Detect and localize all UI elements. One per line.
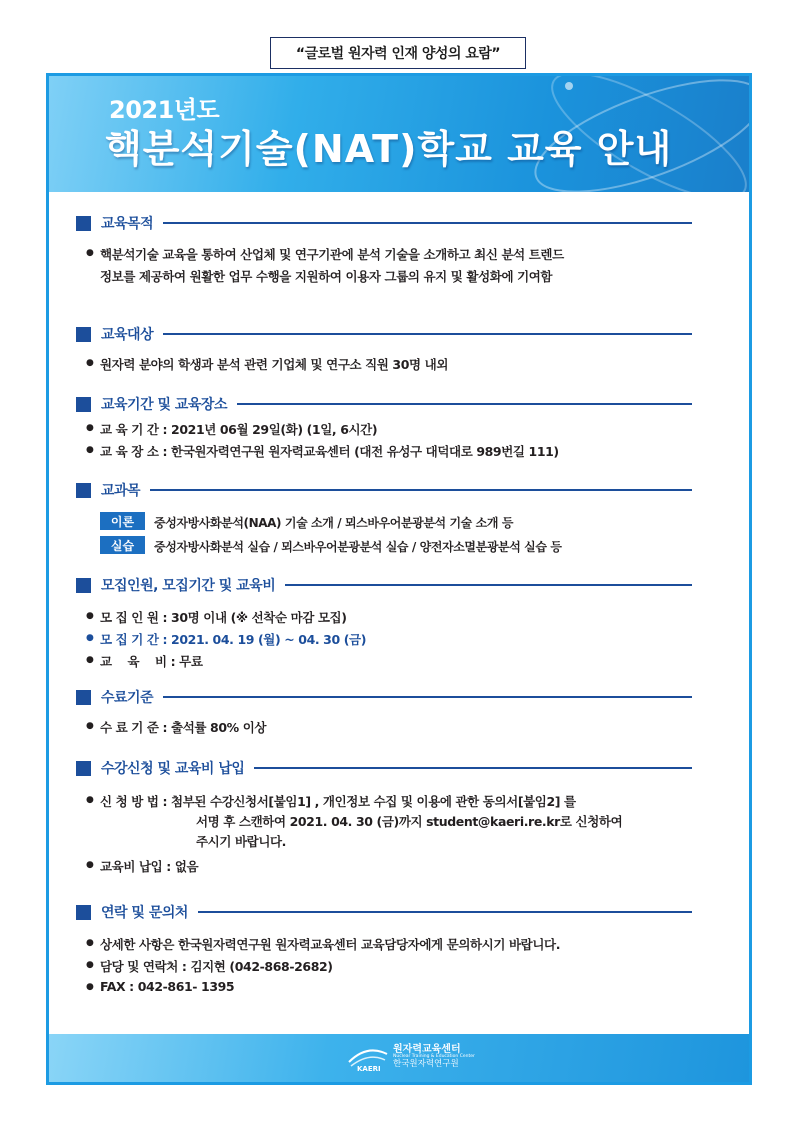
section-target bbox=[76, 324, 692, 344]
section-divider bbox=[150, 489, 692, 491]
purpose-line-2: 정보를 제공하여 원활한 업무 수행을 지원하여 이용자 그룹의 유지 및 활성화에 기여함 bbox=[100, 269, 553, 284]
contact-person: ● 담당 및 연락처 : 김지현 (042-868-2682) bbox=[100, 957, 333, 975]
section-divider bbox=[163, 222, 692, 224]
section-contact bbox=[76, 902, 692, 922]
banner-year: 2021년도 bbox=[109, 96, 220, 124]
kaeri-logo bbox=[347, 1042, 475, 1072]
theory-tag: 이론 bbox=[100, 512, 145, 530]
recruit-count: ● 모 집 인 원 : 30명 이내 (※ 선착순 마감 모집) bbox=[100, 608, 347, 626]
target-item: ● 원자력 분야의 학생과 분석 관련 기업체 및 연구소 직원 30명 내외 bbox=[100, 355, 448, 373]
contact-fax: ● FAX : 042-861- 1395 bbox=[100, 979, 234, 994]
section-divider bbox=[163, 696, 692, 698]
logo-kaeri-text: KAERI bbox=[357, 1065, 381, 1072]
section-purpose bbox=[76, 213, 692, 233]
apply-payment: ● 교육비 납입 : 없음 bbox=[100, 857, 198, 875]
section-divider bbox=[254, 767, 692, 769]
section-title: 수강신청 및 교육비 납입 bbox=[101, 761, 245, 777]
section-divider bbox=[285, 584, 692, 586]
contact-detail: ● 상세한 사항은 한국원자력연구원 원자력교육센터 교육담당자에게 문의하시기 바랍니다. bbox=[100, 935, 560, 953]
apply-method-line-1: ● 신 청 방 법 : 첨부된 수강신청서[붙임1] , 개인정보 수집 및 이용에 관한 동의서[붙임2] 를 bbox=[100, 792, 576, 810]
practice-tag: 실습 bbox=[100, 536, 145, 554]
apply-method-line-3: 주시기 바랍니다. bbox=[196, 834, 287, 849]
section-title: 교육기간 및 교육장소 bbox=[101, 397, 227, 413]
section-title: 교과목 bbox=[101, 483, 141, 499]
section-marker-icon bbox=[76, 578, 91, 593]
section-apply bbox=[76, 758, 692, 778]
section-marker-icon bbox=[76, 905, 91, 920]
section-title: 교육대상 bbox=[101, 327, 154, 343]
kaeri-logo-icon bbox=[347, 1042, 389, 1072]
logo-center-en: Nuclear Training & Education Center bbox=[393, 1054, 475, 1060]
section-title: 수료기준 bbox=[101, 690, 154, 706]
section-divider bbox=[198, 911, 692, 913]
section-curriculum bbox=[76, 480, 692, 500]
purpose-line-1: ● 핵분석기술 교육을 통하여 산업체 및 연구기관에 분석 기술을 소개하고 최신 분석 트렌드 bbox=[100, 245, 564, 263]
section-marker-icon bbox=[76, 761, 91, 776]
section-divider bbox=[237, 403, 692, 405]
recruit-period: ● 모 집 기 간 : 2021. 04. 19 (월) ~ 04. 30 (금) bbox=[100, 630, 366, 648]
section-divider bbox=[163, 333, 692, 335]
logo-institute-kr: 한국원자력연구원 bbox=[393, 1059, 459, 1070]
header-banner bbox=[49, 76, 749, 192]
section-marker-icon bbox=[76, 690, 91, 705]
section-title: 연락 및 문의처 bbox=[101, 905, 188, 921]
slogan-box bbox=[270, 37, 526, 69]
apply-method-line-2: 서명 후 스캔하여 2021. 04. 30 (금)까지 student@kaeri.re.kr로 신청하여 bbox=[196, 814, 623, 829]
section-title: 모집인원, 모집기간 및 교육비 bbox=[101, 578, 276, 594]
logo-center-kr: 원자력교육센터 bbox=[393, 1043, 461, 1055]
schedule-period: ● 교 육 기 간 : 2021년 06월 29일(화) (1일, 6시간) bbox=[100, 420, 377, 438]
section-marker-icon bbox=[76, 327, 91, 342]
recruit-fee: ● 교 육 비 : 무료 bbox=[100, 652, 203, 670]
theory-text: 중성자방사화분석(NAA) 기술 소개 / 뫼스바우어분광분석 기술 소개 등 bbox=[154, 516, 514, 530]
section-schedule bbox=[76, 394, 692, 414]
practice-text: 중성자방사화분석 실습 / 뫼스바우어분광분석 실습 / 양전자소멸분광분석 실습 등 bbox=[154, 540, 562, 554]
completion-item: ● 수 료 기 준 : 출석률 80% 이상 bbox=[100, 718, 266, 736]
section-marker-icon bbox=[76, 483, 91, 498]
section-marker-icon bbox=[76, 397, 91, 412]
section-recruit bbox=[76, 575, 692, 595]
slogan-text: “글로벌 원자력 인재 양성의 요람” bbox=[295, 46, 501, 62]
section-title: 교육목적 bbox=[101, 216, 154, 232]
banner-title: 핵분석기술(NAT)학교 교육 안내 bbox=[105, 127, 673, 171]
section-marker-icon bbox=[76, 216, 91, 231]
footer-band bbox=[49, 1034, 749, 1082]
schedule-place: ● 교 육 장 소 : 한국원자력연구원 원자력교육센터 (대전 유성구 대덕대로 989번길 111) bbox=[100, 442, 559, 460]
section-completion bbox=[76, 687, 692, 707]
